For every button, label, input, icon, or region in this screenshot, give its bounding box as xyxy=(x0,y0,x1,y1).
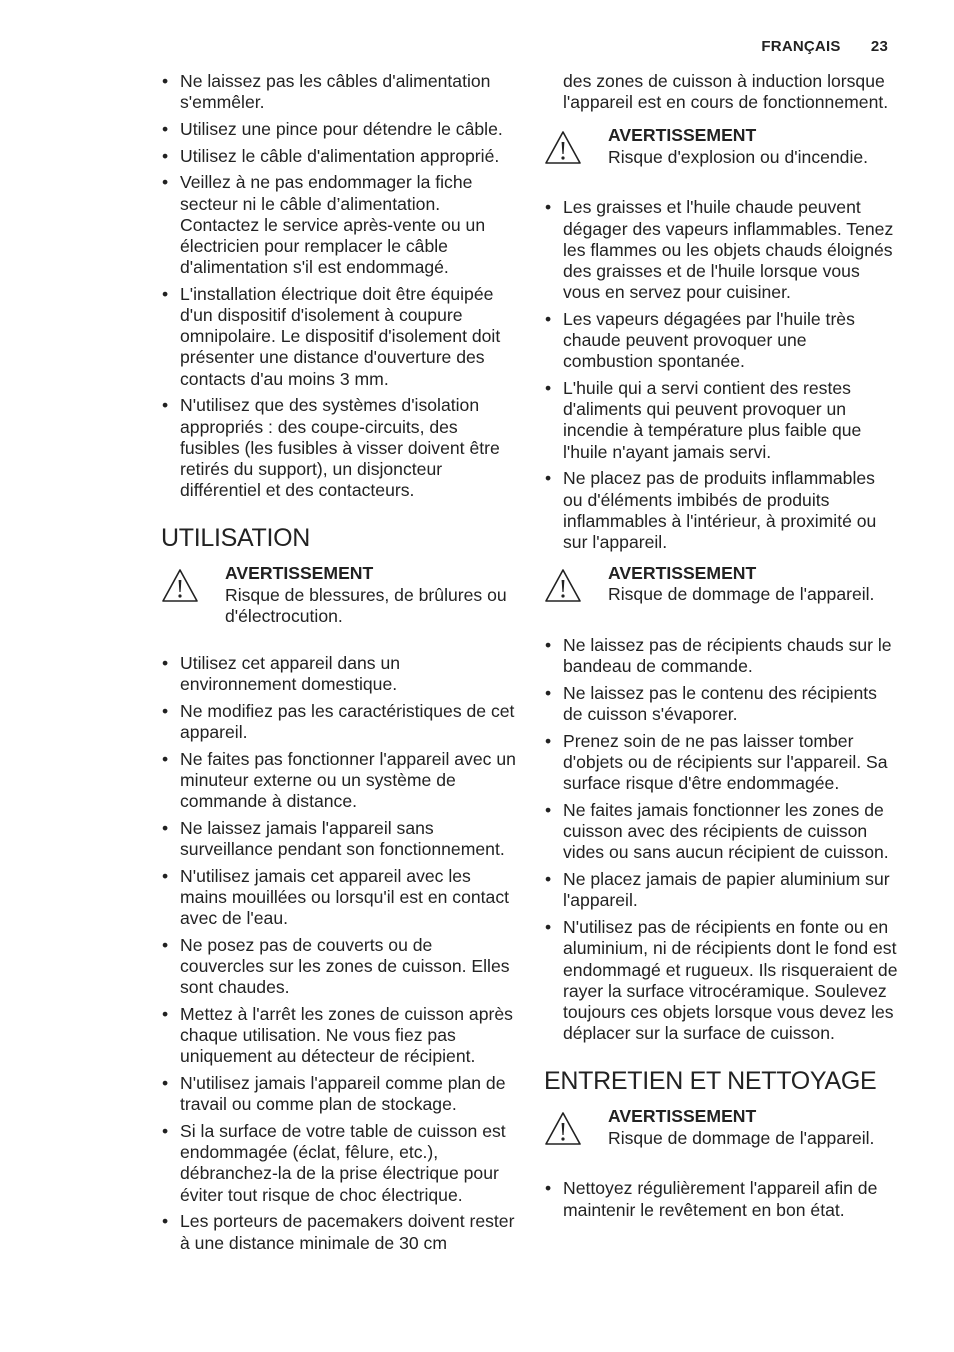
list-item: • Utilisez cet appareil dans un environnement domestique. xyxy=(161,653,516,695)
warning-title: AVERTISSEMENT xyxy=(225,563,374,584)
left-column xyxy=(161,71,516,1259)
warning-block xyxy=(161,563,516,627)
list-item: • L'installation électrique doit être équipée d'un dispositif d'isolement à coupure omnipolaire. Le dispositif d'isolement doit présenter une distance d'ouverture des contacts d'au moins 3 mm. xyxy=(161,284,516,390)
list-item: • Ne placez jamais de papier aluminium sur l'appareil. xyxy=(544,869,899,911)
list-item: • Nettoyez régulièrement l'appareil afin de maintenir le revêtement en bon état. xyxy=(544,1178,899,1220)
warning-title: AVERTISSEMENT xyxy=(608,1106,757,1127)
right-column xyxy=(544,71,899,1226)
continued-paragraph: des zones de cuisson à induction lorsque l'appareil est en cours de fonctionnement. xyxy=(563,71,889,113)
warning-text: Risque de blessures, de brûlures ou d'électrocution. xyxy=(225,584,507,626)
list-item: • Ne laissez pas de récipients chauds sur le bandeau de commande. xyxy=(544,635,899,677)
list-item: • Ne faites jamais fonctionner les zones de cuisson avec des récipients de cuisson vides ou sans aucun récipient de cuisson. xyxy=(544,800,899,864)
page-header xyxy=(761,38,888,55)
list-item: • Les vapeurs dégagées par l'huile très chaude peuvent provoquer une combustion spontanée. xyxy=(544,309,899,373)
list-item: • Ne laissez pas les câbles d'alimentation s'emmêler. xyxy=(161,71,516,113)
list-item: • N'utilisez jamais cet appareil avec les mains mouillées ou lorsqu'il est en contact avec de l'eau. xyxy=(161,866,516,930)
list-item: • Prenez soin de ne pas laisser tomber d'objets ou de récipients sur l'appareil. Sa surface risque d'être endommagée. xyxy=(544,731,899,795)
list-item: • N'utilisez pas de récipients en fonte ou en aluminium, ni de récipients dont le fond est endommagé et rugueux. Ils risqueraient de rayer la surface vitrocéramique. Soulevez toujours ces objets lorsque vous devez les déplacer sur la surface de cuisson. xyxy=(544,917,899,1044)
list-item: • Ne laissez jamais l'appareil sans surveillance pendant son fonctionnement. xyxy=(161,818,516,860)
warning-block xyxy=(544,125,899,171)
list-item: • Les graisses et l'huile chaude peuvent dégager des vapeurs inflammables. Tenez les flammes ou les objets chauds éloignés des graisses et de l'huile lorsque vous vous en servez pour cuisiner. xyxy=(544,197,899,303)
warning-text: Risque d'explosion ou d'incendie. xyxy=(608,146,869,167)
list-item: • Utilisez une pince pour détendre le câble. xyxy=(161,119,516,140)
list-item: • Les porteurs de pacemakers doivent rester à une distance minimale de 30 cm xyxy=(161,1211,516,1253)
damage-risk-bullet-list xyxy=(544,635,899,1044)
list-item: • Ne laissez pas le contenu des récipients de cuisson s'évaporer. xyxy=(544,683,899,725)
warning-block xyxy=(544,1106,899,1152)
warning-triangle-icon xyxy=(544,130,582,165)
warning-title: AVERTISSEMENT xyxy=(608,125,757,146)
list-item: • N'utilisez jamais l'appareil comme plan de travail ou comme plan de stockage. xyxy=(161,1073,516,1115)
list-item: • Ne faites pas fonctionner l'appareil avec un minuteur externe ou un système de commande à distance. xyxy=(161,749,516,813)
page-number: 23 xyxy=(870,38,888,55)
warning-text: Risque de dommage de l'appareil. xyxy=(608,1127,875,1148)
section-title-utilisation: UTILISATION xyxy=(161,524,311,553)
warning-triangle-icon xyxy=(544,1111,582,1146)
section-title-entretien: ENTRETIEN ET NETTOYAGE xyxy=(544,1067,877,1096)
utilisation-bullet-list xyxy=(161,653,516,1254)
list-item: • Mettez à l'arrêt les zones de cuisson après chaque utilisation. Ne vous fiez pas uniquement au détecteur de récipient. xyxy=(161,1004,516,1068)
list-item: • Si la surface de votre table de cuisson est endommagée (éclat, fêlure, etc.), débranchez-la de la prise électrique pour éviter tout risque de choc électrique. xyxy=(161,1121,516,1206)
list-item: • Utilisez le câble d'alimentation approprié. xyxy=(161,146,516,167)
warning-title: AVERTISSEMENT xyxy=(608,563,757,584)
language-label: FRANÇAIS xyxy=(761,38,841,55)
cleaning-bullet-list xyxy=(544,1178,899,1220)
warning-triangle-icon xyxy=(161,568,199,603)
list-item: • Ne placez pas de produits inflammables ou d'éléments imbibés de produits inflammables à l'intérieur, à proximité ou sur l'appareil. xyxy=(544,468,899,553)
list-item: • Ne modifiez pas les caractéristiques de cet appareil. xyxy=(161,701,516,743)
warning-text: Risque de dommage de l'appareil. xyxy=(608,584,875,605)
fire-risk-bullet-list xyxy=(544,197,899,553)
intro-bullet-list xyxy=(161,71,516,501)
list-item: • Ne posez pas de couverts ou de couvercles sur les zones de cuisson. Elles sont chaudes. xyxy=(161,935,516,999)
warning-triangle-icon xyxy=(544,568,582,603)
warning-block xyxy=(544,563,899,609)
list-item: • Veillez à ne pas endommager la fiche secteur ni le câble d’alimentation. Contactez le service après-vente ou un électricien pour remplacer le câble d'alimentation s'il est endommagé. xyxy=(161,172,516,278)
list-item: • L'huile qui a servi contient des restes d'aliments qui peuvent provoquer un incendie à température plus faible que l'huile n'ayant jamais servi. xyxy=(544,378,899,463)
list-item: • N'utilisez que des systèmes d'isolation appropriés : des coupe-circuits, des fusibles (les fusibles à visser doivent être retirés du support), un disjoncteur différentiel et des contacteurs. xyxy=(161,395,516,501)
